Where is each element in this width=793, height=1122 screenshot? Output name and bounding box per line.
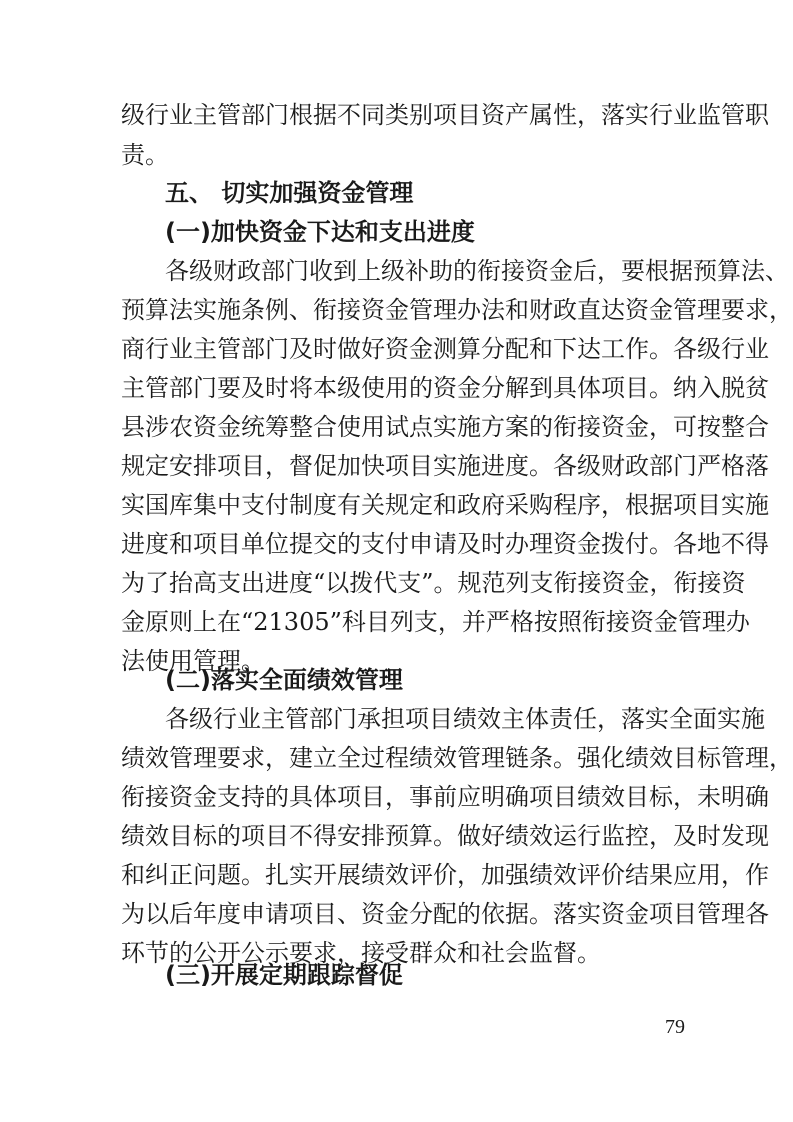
subsection-1-line-3: 商行业主管部门及时做好资金测算分配和下达工作。各级行业	[121, 335, 769, 363]
subsection-2-line-6: 为以后年度申请项目、资金分配的依据。落实资金项目管理各	[121, 900, 769, 928]
subsection-3-heading: (三)开展定期跟踪督促	[165, 961, 403, 989]
subsection-1-line-11: 法使用管理。	[121, 647, 265, 675]
subsection-1-heading: (一)加快资金下达和支出进度	[165, 218, 475, 246]
subsection-2-line-2: 绩效管理要求，建立全过程绩效管理链条。强化绩效目标管理，	[121, 744, 793, 772]
subsection-2-line-1: 各级行业主管部门承担项目绩效主体责任，落实全面实施	[165, 705, 765, 733]
intro-line-2: 责。	[121, 141, 169, 169]
subsection-1-line-4: 主管部门要及时将本级使用的资金分解到具体项目。纳入脱贫	[121, 374, 769, 402]
subsection-1-line-8: 进度和项目单位提交的支付申请及时办理资金拨付。各地不得	[121, 530, 769, 558]
subsection-1-line-9: 为了抬高支出进度“以拨代支”。规范列支衔接资金，衔接资	[121, 569, 746, 597]
intro-line-1: 级行业主管部门根据不同类别项目资产属性，落实行业监管职	[121, 101, 769, 129]
subsection-1-line-2: 预算法实施条例、衔接资金管理办法和财政直达资金管理要求，	[121, 296, 793, 324]
subsection-2-heading: (二)落实全面绩效管理	[165, 666, 403, 694]
subsection-2-line-4: 绩效目标的项目不得安排预算。做好绩效运行监控，及时发现	[121, 822, 769, 850]
subsection-1-line-1: 各级财政部门收到上级补助的衔接资金后，要根据预算法、	[165, 257, 789, 285]
subsection-2-line-7: 环节的公开公示要求，接受群众和社会监督。	[121, 939, 601, 967]
section-heading: 五、 切实加强资金管理	[165, 179, 414, 207]
subsection-1-line-5: 县涉农资金统筹整合使用试点实施方案的衔接资金，可按整合	[121, 413, 769, 441]
subsection-2-line-5: 和纠正问题。扎实开展绩效评价，加强绩效评价结果应用，作	[121, 861, 769, 889]
subsection-1-line-6: 规定安排项目，督促加快项目实施进度。各级财政部门严格落	[121, 452, 769, 480]
subsection-2-line-3: 衔接资金支持的具体项目，事前应明确项目绩效目标，未明确	[121, 783, 769, 811]
subsection-1-line-10: 金原则上在“21305”科目列支，并严格按照衔接资金管理办	[121, 608, 750, 636]
page-number: 79	[665, 1016, 685, 1038]
subsection-1-line-7: 实国库集中支付制度有关规定和政府采购程序，根据项目实施	[121, 491, 769, 519]
